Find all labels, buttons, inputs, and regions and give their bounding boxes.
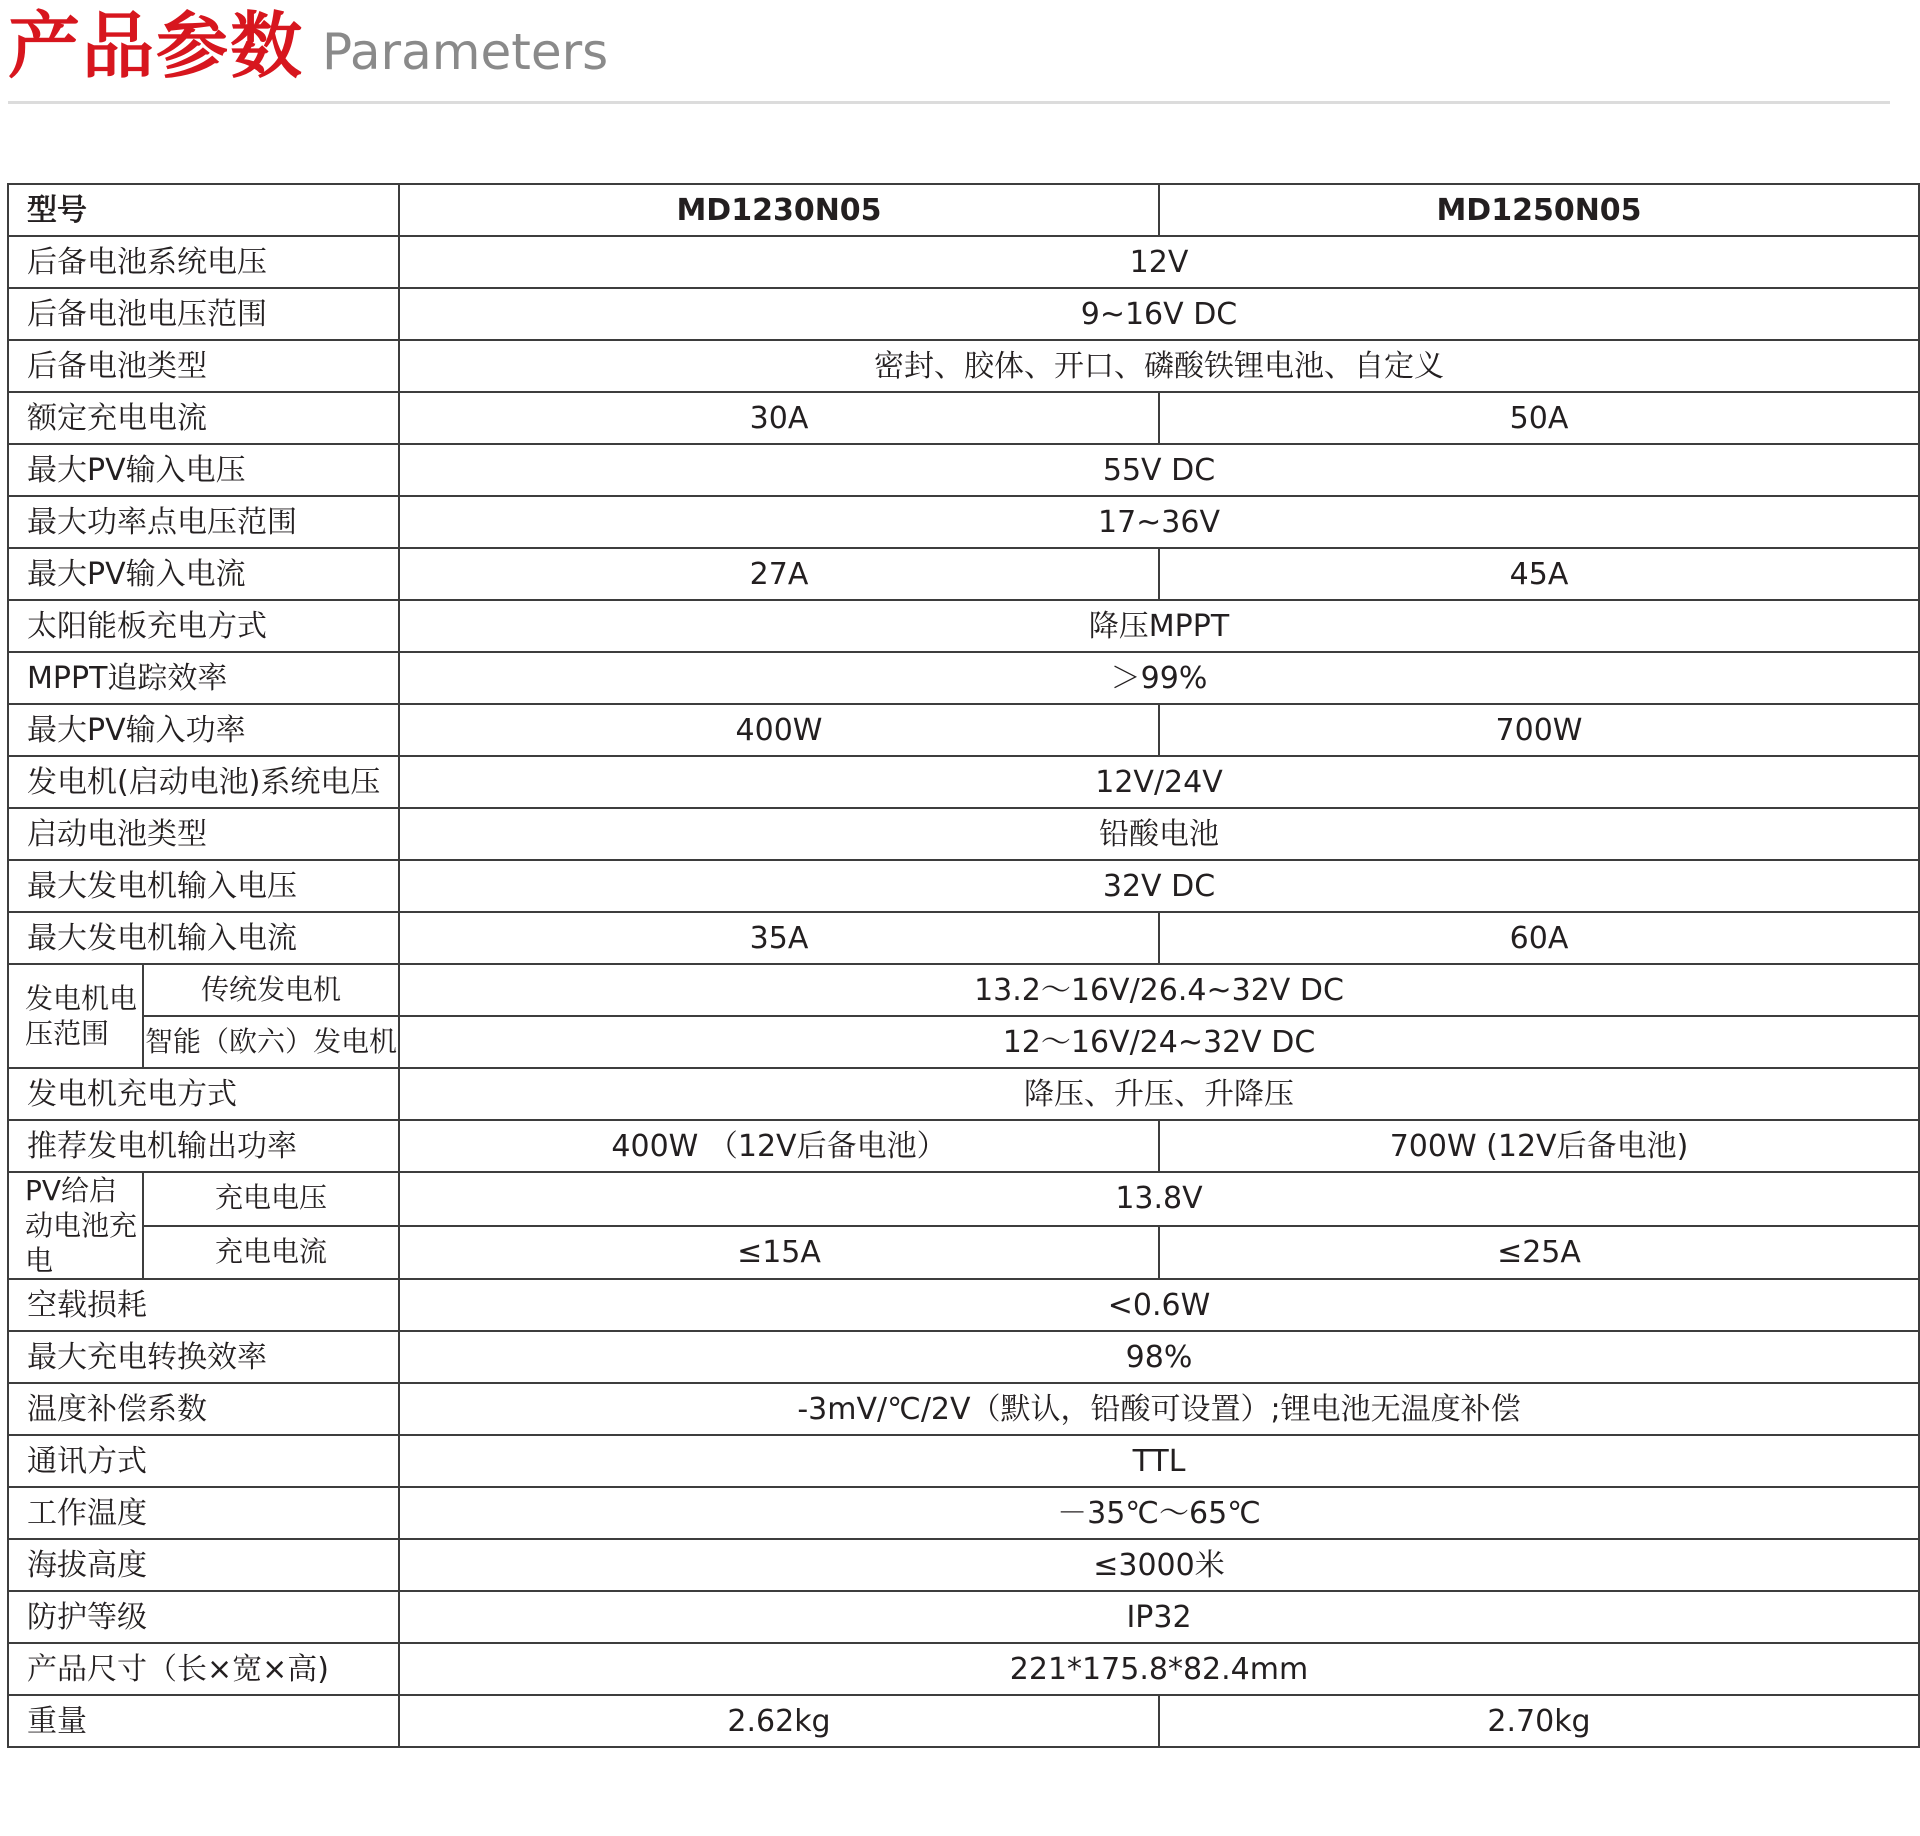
- row-label-cell: 启动电池类型: [8, 808, 399, 860]
- shared-value-cell: 12V: [399, 236, 1919, 288]
- shared-value-cell: IP32: [399, 1591, 1919, 1643]
- shared-value-cell: 32V DC: [399, 860, 1919, 912]
- row-label-cell: MPPT追踪效率: [8, 652, 399, 704]
- row-label-cell: 温度补偿系数: [8, 1383, 399, 1435]
- row-label-cell: 最大发电机输入电流: [8, 912, 399, 964]
- model-label-cell: 型号: [8, 184, 399, 236]
- table-row: [8, 704, 1919, 756]
- row-label-cell: 工作温度: [8, 1487, 399, 1539]
- shared-value-cell: 98%: [399, 1331, 1919, 1383]
- table-row: [8, 1695, 1919, 1747]
- group-label-cell: 发电机电压范围: [8, 964, 143, 1068]
- shared-value-cell: TTL: [399, 1435, 1919, 1487]
- row-label-cell: 海拔高度: [8, 1539, 399, 1591]
- table-row: [8, 1172, 1919, 1226]
- table-row: [8, 1383, 1919, 1435]
- row-label-cell: 发电机充电方式: [8, 1068, 399, 1120]
- table-row: [8, 444, 1919, 496]
- row-label-cell: 太阳能板充电方式: [8, 600, 399, 652]
- row-label-cell: 后备电池类型: [8, 340, 399, 392]
- table-row: [8, 1435, 1919, 1487]
- table-row: [8, 1120, 1919, 1172]
- parameters-table-body: [8, 184, 1919, 1747]
- model-value-cell: ≤25A: [1159, 1226, 1919, 1280]
- shared-value-cell: ＞99%: [399, 652, 1919, 704]
- row-label-cell: 最大充电转换效率: [8, 1331, 399, 1383]
- row-label-cell: 通讯方式: [8, 1435, 399, 1487]
- table-row: [8, 236, 1919, 288]
- table-row: [8, 340, 1919, 392]
- table-row: [8, 964, 1919, 1016]
- shared-value-cell: 12～16V/24~32V DC: [399, 1016, 1919, 1068]
- sub-label-cell: 智能（欧六）发电机: [143, 1016, 399, 1068]
- parameters-table: [7, 183, 1920, 1748]
- row-label-cell: 后备电池电压范围: [8, 288, 399, 340]
- model-value-cell: 400W （12V后备电池）: [399, 1120, 1159, 1172]
- table-row: [8, 1068, 1919, 1120]
- table-row: [8, 288, 1919, 340]
- row-label-cell: 最大发电机输入电压: [8, 860, 399, 912]
- model-name-cell: MD1230N05: [399, 184, 1159, 236]
- model-value-cell: 35A: [399, 912, 1159, 964]
- row-label-cell: 重量: [8, 1695, 399, 1747]
- header-divider: [8, 101, 1890, 104]
- shared-value-cell: 降压、升压、升降压: [399, 1068, 1919, 1120]
- group-label-cell: PV给启动电池充电: [8, 1172, 143, 1279]
- shared-value-cell: －35℃～65℃: [399, 1487, 1919, 1539]
- shared-value-cell: 铅酸电池: [399, 808, 1919, 860]
- model-value-cell: 50A: [1159, 392, 1919, 444]
- shared-value-cell: 13.8V: [399, 1172, 1919, 1226]
- table-row: [8, 496, 1919, 548]
- row-label-cell: 防护等级: [8, 1591, 399, 1643]
- table-row: [8, 548, 1919, 600]
- model-value-cell: 400W: [399, 704, 1159, 756]
- page-header: [8, 4, 609, 88]
- row-label-cell: 产品尺寸（长×宽×高): [8, 1643, 399, 1695]
- row-label-cell: 空载损耗: [8, 1279, 399, 1331]
- model-value-cell: 30A: [399, 392, 1159, 444]
- sub-label-cell: 充电电流: [143, 1226, 399, 1280]
- model-value-cell: 27A: [399, 548, 1159, 600]
- row-label-cell: 最大PV输入功率: [8, 704, 399, 756]
- sub-label-cell: 传统发电机: [143, 964, 399, 1016]
- shared-value-cell: <0.6W: [399, 1279, 1919, 1331]
- shared-value-cell: 221*175.8*82.4mm: [399, 1643, 1919, 1695]
- row-label-cell: 最大PV输入电流: [8, 548, 399, 600]
- table-row: [8, 1643, 1919, 1695]
- model-value-cell: 2.62kg: [399, 1695, 1159, 1747]
- shared-value-cell: 13.2～16V/26.4~32V DC: [399, 964, 1919, 1016]
- row-label-cell: 推荐发电机输出功率: [8, 1120, 399, 1172]
- table-row: [8, 860, 1919, 912]
- page-title-en: Parameters: [322, 23, 609, 81]
- row-label-cell: 后备电池系统电压: [8, 236, 399, 288]
- table-row: [8, 1591, 1919, 1643]
- row-label-cell: 额定充电电流: [8, 392, 399, 444]
- model-name-cell: MD1250N05: [1159, 184, 1919, 236]
- shared-value-cell: 降压MPPT: [399, 600, 1919, 652]
- page-title-cn: 产品参数: [8, 4, 305, 88]
- shared-value-cell: ≤3000米: [399, 1539, 1919, 1591]
- model-value-cell: 60A: [1159, 912, 1919, 964]
- sub-label-cell: 充电电压: [143, 1172, 399, 1226]
- table-row: [8, 912, 1919, 964]
- shared-value-cell: 9~16V DC: [399, 288, 1919, 340]
- model-value-cell: 700W: [1159, 704, 1919, 756]
- table-row: [8, 808, 1919, 860]
- model-value-cell: 700W (12V后备电池): [1159, 1120, 1919, 1172]
- table-row: [8, 1016, 1919, 1068]
- shared-value-cell: 密封、胶体、开口、磷酸铁锂电池、自定义: [399, 340, 1919, 392]
- row-label-cell: 最大功率点电压范围: [8, 496, 399, 548]
- table-row: [8, 756, 1919, 808]
- model-value-cell: 2.70kg: [1159, 1695, 1919, 1747]
- row-label-cell: 发电机(启动电池)系统电压: [8, 756, 399, 808]
- shared-value-cell: 12V/24V: [399, 756, 1919, 808]
- shared-value-cell: 17~36V: [399, 496, 1919, 548]
- table-row: [8, 1539, 1919, 1591]
- table-row: [8, 600, 1919, 652]
- table-row: [8, 1331, 1919, 1383]
- table-row: [8, 1487, 1919, 1539]
- table-row: [8, 1279, 1919, 1331]
- header-row: [8, 184, 1919, 236]
- table-row: [8, 1226, 1919, 1280]
- shared-value-cell: 55V DC: [399, 444, 1919, 496]
- table-row: [8, 392, 1919, 444]
- model-value-cell: 45A: [1159, 548, 1919, 600]
- row-label-cell: 最大PV输入电压: [8, 444, 399, 496]
- table-row: [8, 652, 1919, 704]
- shared-value-cell: -3mV/℃/2V（默认，铅酸可设置）;锂电池无温度补偿: [399, 1383, 1919, 1435]
- model-value-cell: ≤15A: [399, 1226, 1159, 1280]
